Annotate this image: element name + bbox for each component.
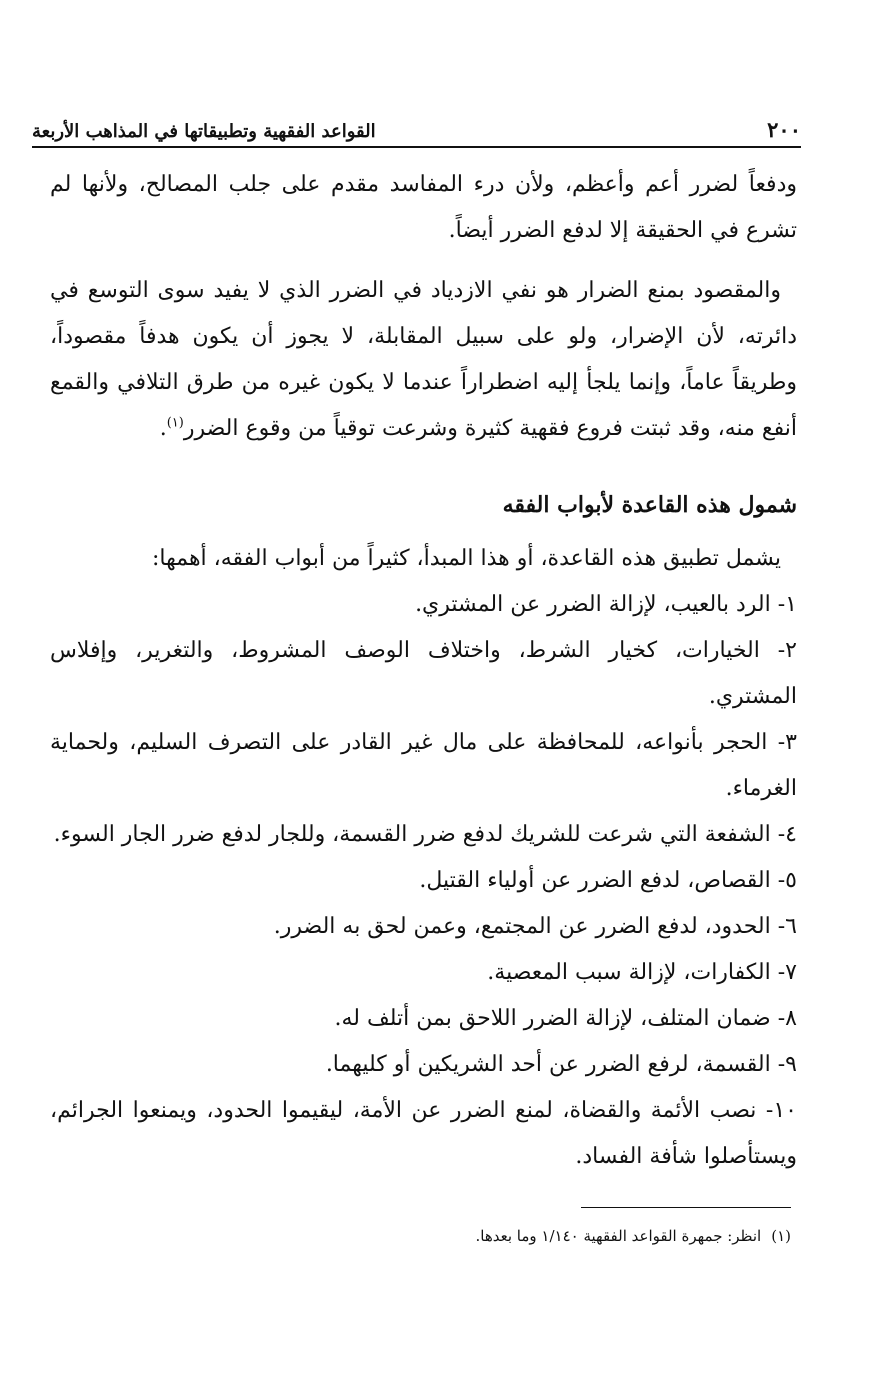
list-item [50,950,797,996]
paragraph [50,162,797,254]
list-item-number: ١٠- [765,1098,797,1123]
body-text [50,162,797,1180]
list-item-text: الشفعة التي شرعت للشريك لدفع ضرر القسمة، وللجار لدفع ضرر الجار السوء. [53,822,771,847]
list-item-number: ٨- [777,1006,797,1031]
list-item [50,858,797,904]
list-item [50,904,797,950]
list-item-text: القصاص، لدفع الضرر عن أولياء القتيل. [419,868,771,893]
paragraph-text: ودفعاً لضرر أعم وأعظم، ولأن درء المفاسد مقدم على جلب المصالح، ولأنها لم تشرع في الحقيقة إلا لدفع الضرر أيضاً. [50,172,797,243]
page-number: ٢٠٠ [767,117,801,142]
application-list [50,582,797,1180]
footnote-text: انظر: جمهرة القواعد الفقهية ١/١٤٠ وما بعدها. [475,1227,762,1245]
running-title: القواعد الفقهية وتطبيقاتها في المذاهب الأربعة [32,121,376,142]
list-item-text: ضمان المتلف، لإزالة الضرر اللاحق بمن أتلف له. [334,1006,771,1031]
list-item-number: ٣- [777,730,797,755]
list-item-text: الحجر بأنواعه، للمحافظة على مال غير القادر على التصرف السليم، ولحماية الغرماء. [50,730,797,801]
section-heading: شمول هذه القاعدة لأبواب الفقه [502,492,797,518]
list-item [50,582,797,628]
list-item [50,996,797,1042]
footnote-number: (١) [771,1227,791,1245]
list-item-number: ٥- [777,868,797,893]
paragraph-text: والمقصود بمنع الضرار هو نفي الازدياد في الضرر الذي لا يفيد سوى التوسع في دائرته، لأن الإضرار، ولو على سبيل المقابلة، لا يجوز أن يكون هدفاً مقصوداً، وطريقاً عاماً، وإنما يلجأ إليه اضطراراً عندما لا يكون غيره من طرق التلافي والقمع أنفع منه، وقد ثبتت فروع فقهية كثيرة وشرعت توقياً من وقوع الضرر [50,278,797,441]
list-item-number: ٦- [777,914,797,939]
list-item-text: الحدود، لدفع الضرر عن المجتمع، وعمن لحق به الضرر. [273,914,771,939]
list-item [50,1042,797,1088]
list-item-text: القسمة، لرفع الضرر عن أحد الشريكين أو كليهما. [325,1052,771,1077]
paragraph [50,268,797,452]
list-item-number: ٧- [777,960,797,985]
list-item [50,628,797,720]
paragraph-end: . [159,416,167,441]
list-item-text: الخيارات، كخيار الشرط، واختلاف الوصف المشروط، والتغرير، وإفلاس المشتري. [50,638,797,709]
list-item-number: ٤- [777,822,797,847]
footnote-rule [581,1207,791,1208]
list-item-number: ١- [777,592,797,617]
list-item-text: الكفارات، لإزالة سبب المعصية. [487,960,771,985]
list-item [50,812,797,858]
page-header [32,108,801,142]
list-item [50,1088,797,1180]
list-item-number: ٩- [777,1052,797,1077]
list-item-text: نصب الأئمة والقضاة، لمنع الضرر عن الأمة، ليقيموا الحدود، ويمنعوا الجرائم، ويستأصلوا شأفة الفساد. [50,1098,797,1169]
section-intro: يشمل تطبيق هذه القاعدة، أو هذا المبدأ، كثيراً من أبواب الفقه، أهمها: [151,546,781,571]
list-item-number: ٢- [777,638,797,663]
footnote [120,1222,791,1250]
list-item-text: الرد بالعيب، لإزالة الضرر عن المشتري. [415,592,771,617]
footnote-reference[interactable]: (١) [166,415,184,431]
header-rule [32,146,801,148]
list-item [50,720,797,812]
